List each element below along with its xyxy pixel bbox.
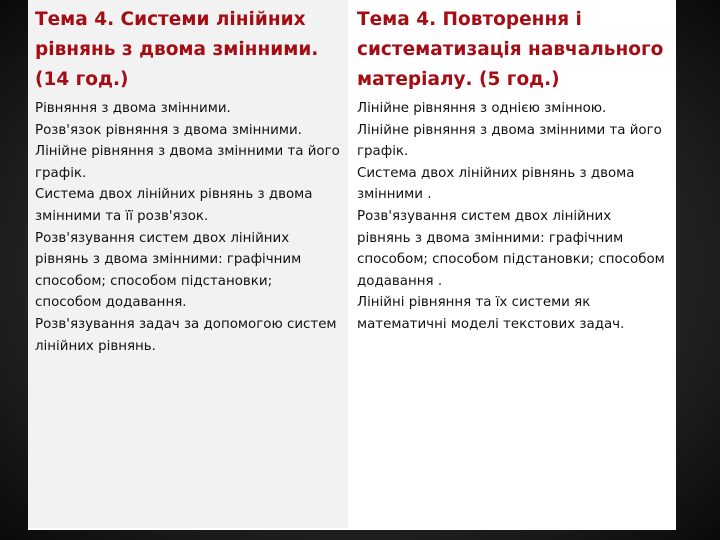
left-column [28,0,348,528]
right-topic-list [357,98,668,336]
topic-item: Розв'язування систем двох лінійних рівнянь з двома змінними: графічним способом; способом підстановки; способом додавання. [35,230,302,311]
left-title: Тема 4. Системи лінійних рівнянь з двома змінними. (14 год.) [35,9,319,90]
topic-item: Лінійне рівняння з двома змінними та його графік. [357,122,662,160]
topic-item: Лінійне рівняння з однією змінною. [357,101,607,116]
left-topic-list [35,98,340,357]
right-column [348,0,676,528]
topic-item: Розв'язування систем двох лінійних рівнянь з двома змінними: графічним способом; способом підстановки; способом додавання . [357,208,665,289]
topic-item: Рівняння з двома змінними. [35,101,231,116]
topic-item: Лінійне рівняння з двома змінними та його графік. [35,144,340,181]
topic-item: Система двох лінійних рівнянь з двома змінними . [357,165,635,203]
topic-item: Розв'язок рівняння з двома змінними. [35,122,302,138]
topic-item: Система двох лінійних рівнянь з двома змінними та її розв'язок. [35,187,313,224]
topic-item: Розв'язування задач за допомогою систем лінійних рівнянь. [35,316,337,354]
slide [28,0,676,530]
right-title: Тема 4. Повторення і систематизація навчального матеріалу. (5 год.) [357,9,664,90]
topic-item: Лінійні рівняння та їх системи як математичні моделі текстових задач. [357,295,625,332]
